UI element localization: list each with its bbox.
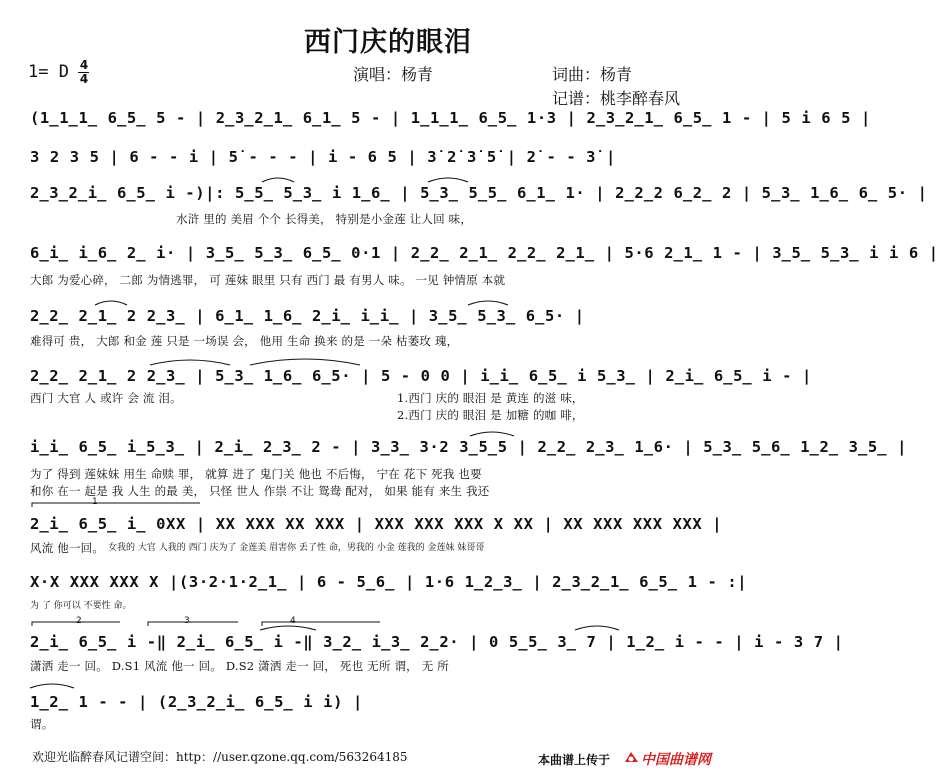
slur-2 — [428, 178, 468, 182]
lyrics-row-11: 谓。 — [30, 717, 54, 731]
volta-label-4: 4 — [290, 616, 296, 626]
transcriber-credit: 记谱：桃李醉春风 — [552, 89, 681, 108]
upload-notice: 本曲谱上传于 — [538, 753, 611, 767]
slur-10 — [260, 626, 316, 630]
volta-label-3: 3 — [184, 616, 190, 626]
volta-3 — [148, 622, 238, 626]
volta-1 — [32, 503, 200, 507]
slur-5 — [150, 360, 230, 365]
brand-logo-icon — [623, 750, 640, 765]
footer-credit-link[interactable]: 欢迎光临醉春风记谱空间：http：//user.qzone.qq.com/563264185 — [32, 750, 408, 764]
lyrics-row-3: 水浒 里的 美眉 个个 长得美， 特别是小金莲 让人回 味， — [176, 212, 473, 226]
brand-link[interactable]: 中国曲谱网 — [641, 752, 711, 768]
notation-row-7: i̲i̲ 6̲5̲ i̲5̲3̲ | 2̲i̲ 2̲3̲ 2 - | 3̲3̲ 3·2 3̲5̲5 | 2̲2̲ 2̲3̲ 1̲6· | 5̲3̲ 5̲6̲ 1̲2̲ 3̲5̲ | — [30, 438, 908, 456]
slur-6 — [250, 359, 360, 365]
notation-row-8: 2̲i̲ 6̲5̲ i̲ 0XX | XX XXX XX XXX | XXX XXX XXX X XX | XX XXX XXX XXX | — [30, 515, 723, 533]
verse-2-line: 2.西门 庆的 眼泪 是 加糖 的咖 啡， — [397, 408, 584, 422]
volta-4 — [262, 622, 380, 626]
lyrics-row-5: 难得可 贵， 大郎 和金 莲 只是 一场误 会， 他用 生命 换来 的是 一朵 枯萎玫 瑰， — [30, 334, 459, 348]
spoken-line-1: 女我的 大官 人我的 西门 庆为了 金莲美 眉害你 丢了性 命，男我的 小金 莲我的 金莲妹 妹哥哥 — [108, 543, 485, 553]
key-signature: 1= D — [28, 62, 69, 82]
notation-row-11: 1̲2̲ 1 - - | (2̲3̲2̲i̲ 6̲5̲ i i) | — [30, 693, 363, 711]
time-signature-bottom: 4 — [79, 72, 89, 86]
lyrics-row-7b: 和你 在一 起是 我 人生 的最 美， 只怪 世人 作祟 不让 鸳鸯 配对， 如果 能有 来生 我还 — [30, 484, 490, 498]
slur-3 — [95, 301, 127, 305]
notation-row-3: 2̲3̲2̲i̲ 6̲5̲ i -)|: 5̲5̲ 5̲3̲ i 1̲6̲ | 5̲3̲ 5̲5̲ 6̲1̲ 1· | 2̲2̲2 6̲2̲ 2 | 5̲3̲ 1̲6̲ 6̲ 5· | — [30, 184, 928, 202]
time-signature-top: 4 — [79, 58, 89, 72]
notation-row-2: 3 2 3 5 | 6 - - i | 5̇ - - - | i - 6 5 | 3̇ 2̇ 3̇ 5̇ | 2̇ - - 3̇ | — [30, 148, 616, 166]
notation-row-5: 2̲2̲ 2̲1̲ 2 2̲3̲ | 6̲1̲ 1̲6̲ 2̲i̲ i̲i̲ | 3̲5̲ 5̲3̲ 6̲5· | — [30, 307, 585, 325]
volta-label-1: 1 — [92, 497, 98, 507]
slur-9 — [575, 626, 619, 630]
slur-1 — [262, 178, 294, 182]
notation-row-9: X·X XXX XXX X |(3·2·1·2̲1̲ | 6 - 5̲6̲ | 1·6 1̲2̲3̲ | 2̲3̲2̲1̲ 6̲5̲ 1 - :| — [30, 573, 748, 591]
notation-row-10: 2̲i̲ 6̲5̲ i -‖ 2̲i̲ 6̲5̲ i -‖ 3̲2̲ i̲3̲ 2̲2· | 0 5̲5̲ 3̲ 7 | 1̲2̲ i - - | i - 3 7 | — [30, 633, 844, 651]
notation-row-6: 2̲2̲ 2̲1̲ 2 2̲3̲ | 5̲3̲ 1̲6̲ 6̲5· | 5 - 0 0 | i̲i̲ 6̲5̲ i 5̲3̲ | 2̲i̲ 6̲5̲ i - | — [30, 367, 812, 385]
slur-8 — [30, 684, 74, 688]
singer-credit: 演唱：杨青 — [353, 65, 434, 84]
composer-credit: 词曲：杨青 — [552, 65, 633, 84]
spoken-line-2: 为 了 你可以 不要性 命。 — [30, 601, 132, 611]
notation-row-1: (1̲1̲1̲ 6̲5̲ 5 - | 2̲3̲2̲1̲ 6̲1̲ 5 - | 1̲1̲1̲ 6̲5̲ 1·3 | 2̲3̲2̲1̲ 6̲5̲ 1 - | 5 i 6 5 | — [30, 109, 871, 127]
lyrics-row-10: 潇洒 走一 回。 D.S1 风流 他一 回。 D.S2 潇洒 走一 回， 死也 无所 谓， 无 所 — [30, 659, 449, 673]
slur-7 — [470, 432, 514, 436]
lyrics-row-6: 西门 大官 人 或许 会 流 泪。 — [30, 391, 182, 405]
lyrics-row-8: 风流 他一回。 — [30, 541, 105, 555]
verse-1-line: 1.西门 庆的 眼泪 是 黄连 的滋 味， — [397, 391, 584, 405]
slur-4 — [468, 301, 508, 305]
lyrics-row-7a: 为了 得到 莲妹妹 用生 命赎 罪， 就算 进了 鬼门关 他也 不后悔， 宁在 花下 死我 也要 — [30, 467, 482, 481]
lyrics-row-4: 大郎 为爱心碎， 二郎 为情逃罪， 可 莲妹 眼里 只有 西门 最 有男人 味。 一见 钟情原 本就 — [30, 273, 506, 287]
song-title: 西门庆的眼泪 — [304, 27, 472, 58]
notation-row-4: 6̲i̲ i̲6̲ 2̲ i· | 3̲5̲ 5̲3̲ 6̲5̲ 0·1 | 2̲2̲ 2̲1̲ 2̲2̲ 2̲1̲ | 5·6 2̲1̲ 1 - | 3̲5̲ 5̲3̲ i i 6 | — [30, 244, 939, 262]
volta-label-2: 2 — [76, 616, 82, 626]
